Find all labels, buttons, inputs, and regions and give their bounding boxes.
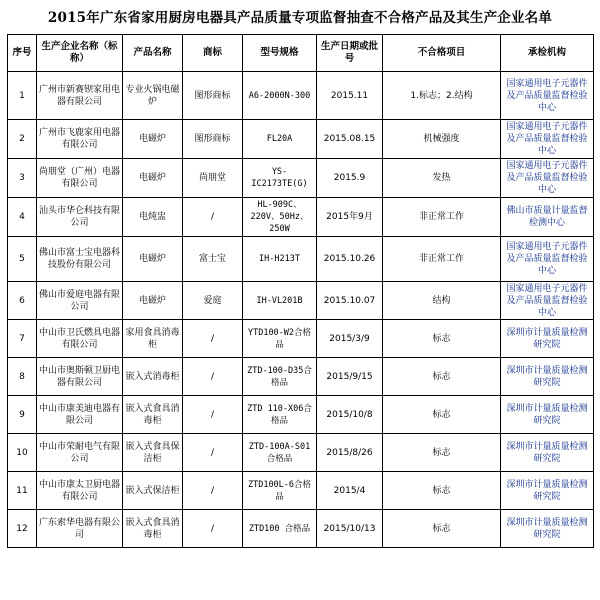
cell-defect: 标志 — [383, 358, 501, 396]
cell-company: 中山市卫氏燃具电器有限公司 — [37, 320, 123, 358]
cell-inspector: 国家通用电子元器件及产品质量监督检验中心 — [501, 120, 594, 159]
cell-date: 2015.10.26 — [317, 237, 383, 282]
header-brand: 商标 — [183, 35, 243, 72]
cell-model: A6-2000N-300 — [243, 72, 317, 120]
cell-inspector: 深圳市计量质量检测研究院 — [501, 434, 594, 472]
cell-inspector: 国家通用电子元器件及产品质量监督检验中心 — [501, 237, 594, 282]
table-row — [8, 434, 594, 472]
header-seq: 序号 — [8, 35, 37, 72]
cell-date: 2015/9/15 — [317, 358, 383, 396]
cell-product: 电磁炉 — [123, 159, 183, 198]
cell-company: 佛山市爱庭电器有限公司 — [37, 282, 123, 320]
cell-brand: / — [183, 434, 243, 472]
cell-product: 电炖盅 — [123, 198, 183, 237]
cell-company: 广东索华电器有限公司 — [37, 510, 123, 548]
cell-company: 中山市康美迪电器有限公司 — [37, 396, 123, 434]
cell-defect: 标志 — [383, 510, 501, 548]
cell-defect: 标志 — [383, 434, 501, 472]
table-row — [8, 159, 594, 198]
cell-inspector: 深圳市计量质量检测研究院 — [501, 320, 594, 358]
cell-seq: 3 — [8, 159, 37, 198]
header-company: 生产企业名称（标称） — [37, 35, 123, 72]
cell-company: 汕头市华仑科技有限公司 — [37, 198, 123, 237]
cell-date: 2015.08.15 — [317, 120, 383, 159]
cell-brand: / — [183, 358, 243, 396]
cell-inspector: 深圳市计量质量检测研究院 — [501, 358, 594, 396]
cell-seq: 11 — [8, 472, 37, 510]
cell-company: 中山市康太卫厨电器有限公司 — [37, 472, 123, 510]
header-date: 生产日期或批号 — [317, 35, 383, 72]
cell-product: 电磁炉 — [123, 237, 183, 282]
cell-model: ZTD 110-X06合格品 — [243, 396, 317, 434]
table-row — [8, 396, 594, 434]
cell-model: ZTD-100A-S01 合格品 — [243, 434, 317, 472]
cell-inspector: 国家通用电子元器件及产品质量监督检验中心 — [501, 72, 594, 120]
table-row — [8, 358, 594, 396]
cell-seq: 12 — [8, 510, 37, 548]
cell-company: 中山市奥斯顿卫厨电器有限公司 — [37, 358, 123, 396]
cell-date: 2015.11 — [317, 72, 383, 120]
cell-seq: 4 — [8, 198, 37, 237]
cell-defect: 标志 — [383, 472, 501, 510]
table-row — [8, 320, 594, 358]
table-row — [8, 120, 594, 159]
cell-model: FL20A — [243, 120, 317, 159]
cell-date: 2015/3/9 — [317, 320, 383, 358]
header-product: 产品名称 — [123, 35, 183, 72]
cell-product: 嵌入式食具消毒柜 — [123, 396, 183, 434]
cell-product: 电磁炉 — [123, 282, 183, 320]
cell-company: 广州市新赛钡家用电器有限公司 — [37, 72, 123, 120]
table-row — [8, 237, 594, 282]
cell-company: 尚朋堂（广州）电器有限公司 — [37, 159, 123, 198]
cell-seq: 1 — [8, 72, 37, 120]
table-row — [8, 282, 594, 320]
cell-model: IH-H213T — [243, 237, 317, 282]
unqualified-products-table — [7, 34, 594, 548]
cell-defect: 标志 — [383, 320, 501, 358]
cell-product: 嵌入式食具保洁柜 — [123, 434, 183, 472]
cell-model: IH-VL201B — [243, 282, 317, 320]
cell-defect: 非正常工作 — [383, 198, 501, 237]
cell-defect: 1.标志；2.结构 — [383, 72, 501, 120]
cell-brand: / — [183, 510, 243, 548]
cell-date: 2015/10/13 — [317, 510, 383, 548]
cell-date: 2015.9 — [317, 159, 383, 198]
cell-defect: 结构 — [383, 282, 501, 320]
cell-seq: 6 — [8, 282, 37, 320]
cell-defect: 标志 — [383, 396, 501, 434]
table-row — [8, 510, 594, 548]
cell-product: 嵌入式保洁柜 — [123, 472, 183, 510]
cell-inspector: 深圳市计量质量检测研究院 — [501, 396, 594, 434]
cell-company: 中山市荣耐电气有限公司 — [37, 434, 123, 472]
cell-date: 2015/10/8 — [317, 396, 383, 434]
table-row — [8, 72, 594, 120]
cell-product: 嵌入式消毒柜 — [123, 358, 183, 396]
cell-inspector: 深圳市计量质量检测研究院 — [501, 472, 594, 510]
cell-inspector: 深圳市计量质量检测研究院 — [501, 510, 594, 548]
table-header-row — [8, 35, 594, 72]
cell-inspector: 国家通用电子元器件及产品质量监督检验中心 — [501, 159, 594, 198]
cell-model: ZTD100L-6合格品 — [243, 472, 317, 510]
cell-date: 2015/4 — [317, 472, 383, 510]
cell-brand: / — [183, 472, 243, 510]
table-row — [8, 198, 594, 237]
cell-seq: 7 — [8, 320, 37, 358]
table-row — [8, 472, 594, 510]
cell-seq: 8 — [8, 358, 37, 396]
cell-product: 家用食具消毒柜 — [123, 320, 183, 358]
cell-defect: 非正常工作 — [383, 237, 501, 282]
table-body — [8, 72, 594, 548]
cell-inspector: 国家通用电子元器件及产品质量监督检验中心 — [501, 282, 594, 320]
cell-model: HL-909C、220V、50Hz、250W — [243, 198, 317, 237]
cell-brand: 富士宝 — [183, 237, 243, 282]
cell-seq: 10 — [8, 434, 37, 472]
cell-company: 广州市飞鹿家用电器有限公司 — [37, 120, 123, 159]
document-title: 2015年广东省家用厨房电器具产品质量专项监督抽查不合格产品及其生产企业名单 — [47, 10, 553, 26]
cell-date: 2015.10.07 — [317, 282, 383, 320]
cell-product: 专业火锅电磁炉 — [123, 72, 183, 120]
cell-product: 电磁炉 — [123, 120, 183, 159]
cell-inspector: 佛山市质量计量监督检测中心 — [501, 198, 594, 237]
cell-model: ZTD-100-D35合格品 — [243, 358, 317, 396]
cell-product: 嵌入式食具消毒柜 — [123, 510, 183, 548]
cell-defect: 机械强度 — [383, 120, 501, 159]
cell-date: 2015/8/26 — [317, 434, 383, 472]
cell-brand: / — [183, 320, 243, 358]
header-inspector: 承检机构 — [501, 35, 594, 72]
cell-seq: 5 — [8, 237, 37, 282]
cell-brand: 图形商标 — [183, 72, 243, 120]
cell-seq: 9 — [8, 396, 37, 434]
cell-brand: / — [183, 198, 243, 237]
cell-date: 2015年9月 — [317, 198, 383, 237]
cell-defect: 发热 — [383, 159, 501, 198]
cell-model: ZTD100 合格品 — [243, 510, 317, 548]
header-defect: 不合格项目 — [383, 35, 501, 72]
cell-brand: 尚朋堂 — [183, 159, 243, 198]
cell-brand: 图形商标 — [183, 120, 243, 159]
cell-brand: 爱庭 — [183, 282, 243, 320]
cell-model: YS-IC2173TE(G) — [243, 159, 317, 198]
cell-seq: 2 — [8, 120, 37, 159]
cell-company: 佛山市富士宝电器科技股份有限公司 — [37, 237, 123, 282]
cell-brand: / — [183, 396, 243, 434]
cell-model: YTD100-W2合格品 — [243, 320, 317, 358]
header-model: 型号规格 — [243, 35, 317, 72]
